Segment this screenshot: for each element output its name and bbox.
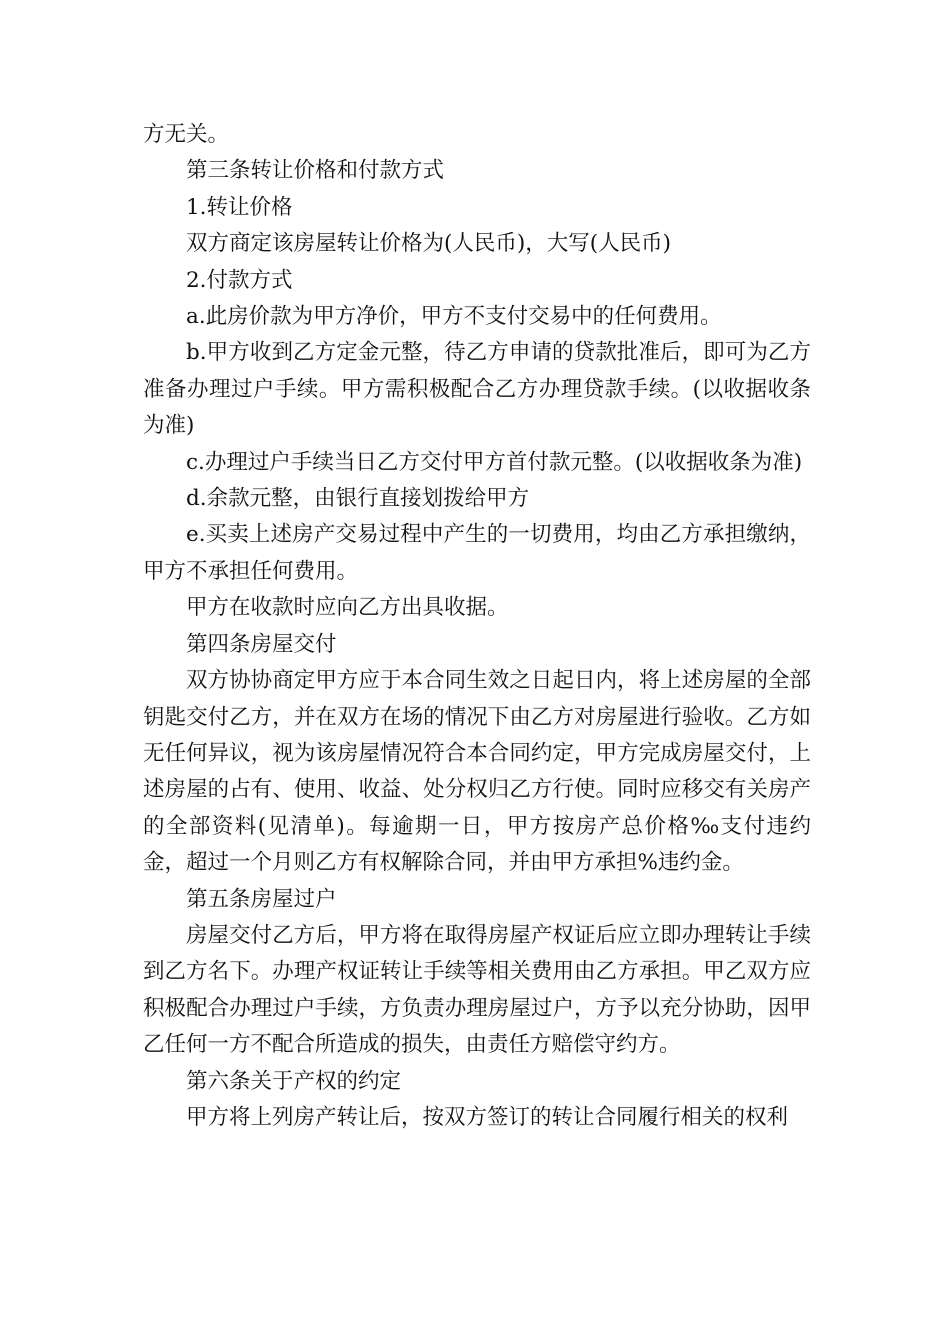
transfer-price-paragraph: 双方商定该房屋转让价格为(人民币)，大写(人民币): [186, 231, 672, 257]
property-rights-paragraph: 甲方将上列房产转让后，按双方签订的转让合同履行相关的权利: [186, 1104, 789, 1130]
payment-item-b: b.甲方收到乙方定金元整，待乙方申请的贷款批准后，即可为乙方准备办理过户手续。甲方需积极配合乙方办理贷款手续。(以收据收条为准): [143, 340, 811, 439]
document-body: [143, 117, 811, 1136]
article-3-heading: 第三条转让价格和付款方式: [186, 158, 445, 184]
payment-item-d: d.余款元整，由银行直接划拨给甲方: [186, 486, 530, 512]
house-delivery-paragraph: 双方协协商定甲方应于本合同生效之日起日内，将上述房屋的全部钥匙交付乙方，并在双方在场的情况下由乙方对房屋进行验收。乙方如无任何异议，视为该房屋情况符合本合同约定，甲方完成房屋交付，上述房屋的占有、使用、收益、处分权归乙方行使。同时应移交有关房产的全部资料(见清单)。每逾期一日，甲方按房产总价格‰支付违约金，超过一个月则乙方有权解除合同，并由甲方承担%违约金。: [143, 668, 811, 876]
house-transfer-paragraph: 房屋交付乙方后，甲方将在取得房屋产权证后应立即办理转让手续到乙方名下。办理产权证转让手续等相关费用由乙方承担。甲乙双方应积极配合办理过户手续，方负责办理房屋过户，方予以充分协助，因甲乙任何一方不配合所造成的损失，由责任方赔偿守约方。: [143, 922, 811, 1058]
receipt-paragraph: 甲方在收款时应向乙方出具收据。: [186, 595, 509, 621]
article-4-heading: 第四条房屋交付: [186, 631, 337, 657]
payment-method-heading: 2.付款方式: [186, 267, 293, 293]
transfer-price-heading: 1.转让价格: [186, 194, 293, 220]
payment-item-e: e.买卖上述房产交易过程中产生的一切费用，均由乙方承担缴纳，甲方不承担任何费用。: [143, 522, 811, 584]
article-5-heading: 第五条房屋过户: [186, 886, 337, 912]
paragraph-continuation: 方无关。: [143, 122, 230, 147]
article-6-heading: 第六条关于产权的约定: [186, 1068, 402, 1094]
payment-item-c: c.办理过户手续当日乙方交付甲方首付款元整。(以收据收条为准): [186, 449, 803, 475]
payment-item-a: a.此房价款为甲方净价，甲方不支付交易中的任何费用。: [186, 304, 722, 330]
